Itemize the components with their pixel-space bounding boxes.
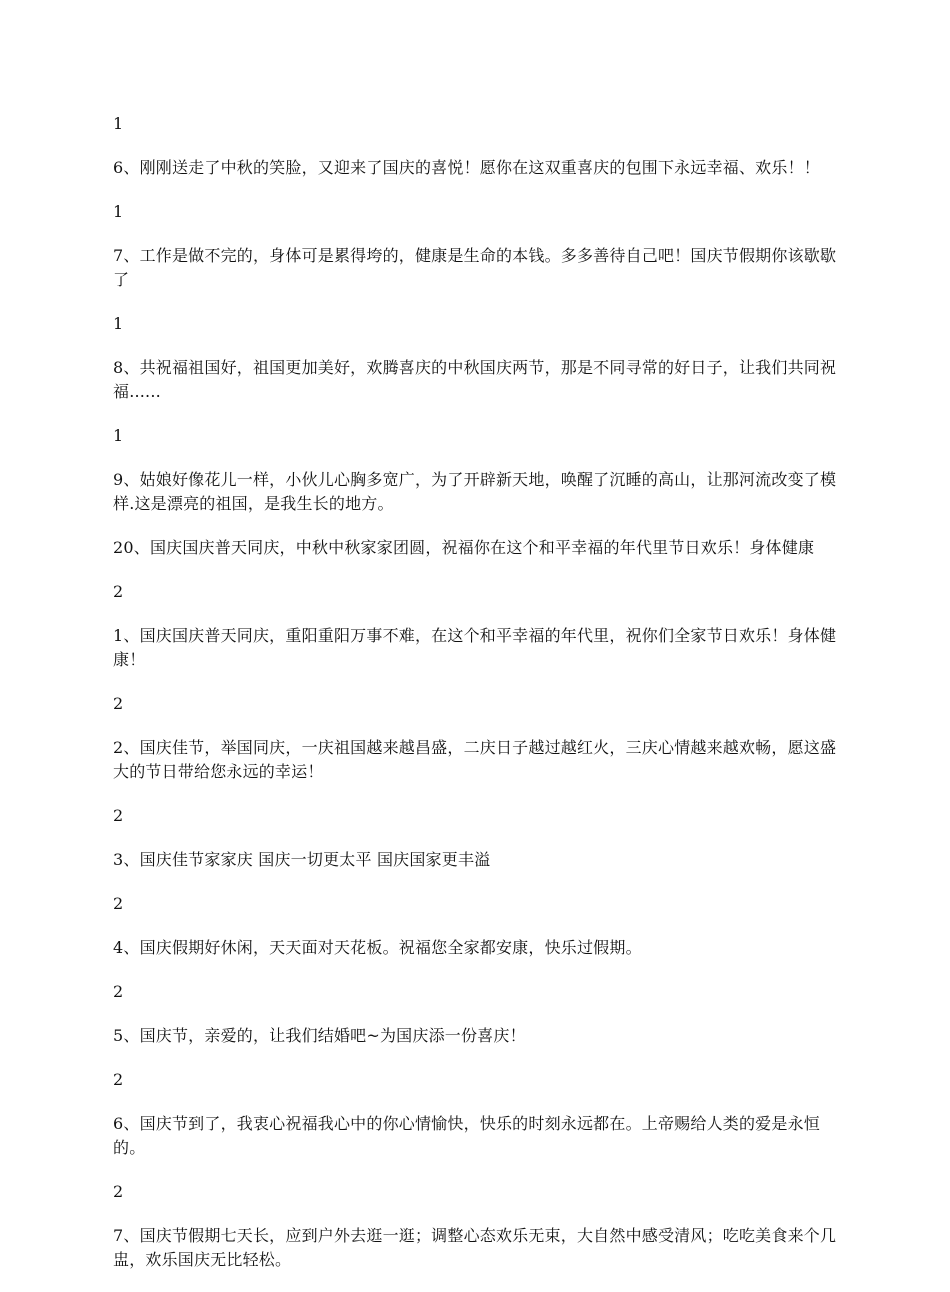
section-number: 1 [113,114,124,133]
paragraph: 7、工作是做不完的，身体可是累得垮的，健康是生命的本钱。多多善待自己吧！国庆节假期你该歇歇了 [113,246,837,289]
section-number: 1 [113,202,124,221]
paragraph: 20、国庆国庆普天同庆，中秋中秋家家团圆，祝福你在这个和平幸福的年代里节日欢乐！身体健康 [113,538,815,557]
paragraph: 6、刚刚送走了中秋的笑脸，又迎来了国庆的喜悦！愿你在这双重喜庆的包围下永远幸福、欢乐！！ [113,158,820,177]
paragraph: 9、姑娘好像花儿一样，小伙儿心胸多宽广，为了开辟新天地，唤醒了沉睡的高山，让那河流改变了模样.这是漂亮的祖国，是我生长的地方。 [113,470,837,513]
section-number: 2 [113,894,124,913]
paragraph: 3、国庆佳节家家庆 国庆一切更太平 国庆国家更丰溢 [113,850,491,869]
paragraph: 1、国庆国庆普天同庆，重阳重阳万事不难，在这个和平幸福的年代里，祝你们全家节日欢乐！身体健康！ [113,626,837,669]
section-number: 1 [113,314,124,333]
section-number: 2 [113,582,124,601]
section-number: 2 [113,1070,124,1089]
paragraph: 2、国庆佳节，举国同庆，一庆祖国越来越昌盛，二庆日子越过越红火，三庆心情越来越欢畅，愿这盛大的节日带给您永远的幸运！ [113,738,837,781]
section-number: 2 [113,982,124,1001]
section-number: 2 [113,694,124,713]
section-number: 1 [113,426,124,445]
document-page [113,112,838,1292]
paragraph: 8、共祝福祖国好，祖国更加美好，欢腾喜庆的中秋国庆两节，那是不同寻常的好日子，让我们共同祝福...... [113,358,837,401]
paragraph: 6、国庆节到了，我衷心祝福我心中的你心情愉快，快乐的时刻永远都在。上帝赐给人类的爱是永恒的。 [113,1114,820,1157]
section-number: 2 [113,806,124,825]
section-number: 2 [113,1182,124,1201]
paragraph: 5、国庆节，亲爱的，让我们结婚吧~为国庆添一份喜庆！ [113,1026,526,1045]
paragraph: 7、国庆节假期七天长，应到户外去逛一逛；调整心态欢乐无束，大自然中感受清风；吃吃美食来个几盅，欢乐国庆无比轻松。 [113,1226,837,1269]
paragraph: 4、国庆假期好休闲，天天面对天花板。祝福您全家都安康，快乐过假期。 [113,938,642,957]
